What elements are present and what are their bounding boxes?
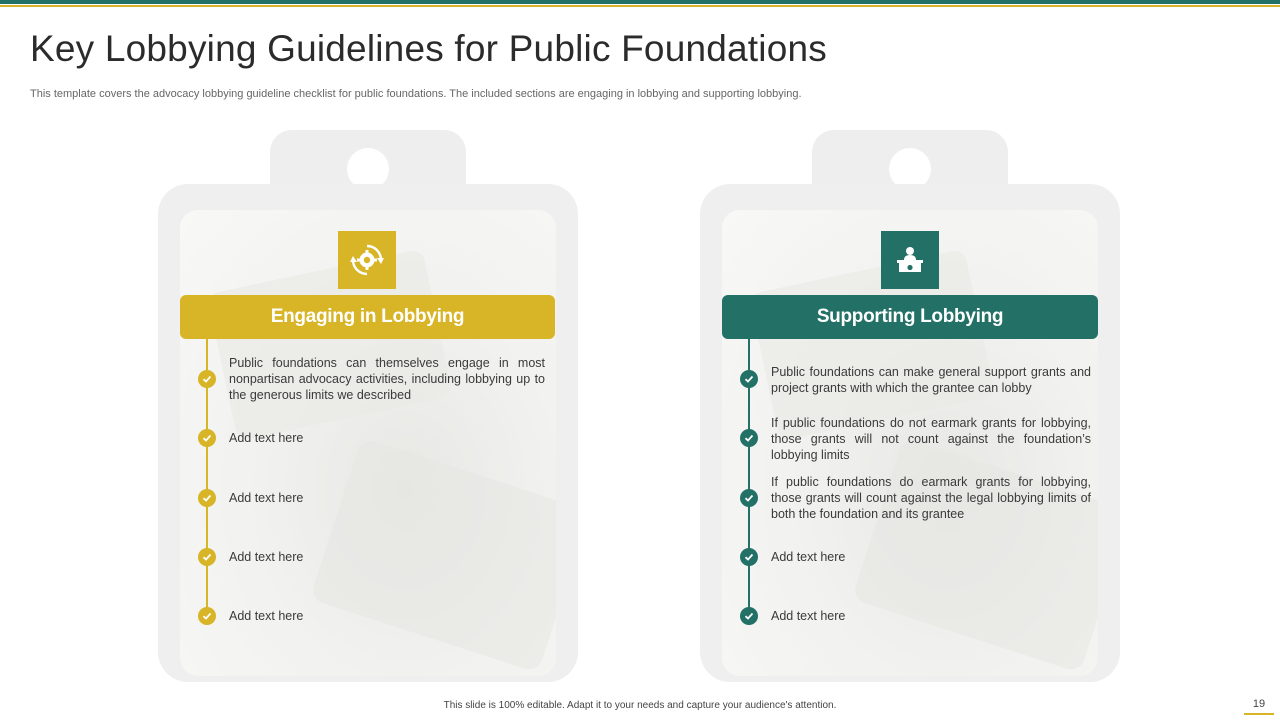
check-icon bbox=[740, 370, 758, 388]
list-item: Add text here bbox=[229, 431, 304, 445]
presenter-desk-icon bbox=[881, 231, 939, 289]
list-item: Public foundations can themselves engage in most nonpartisan advocacy activities, including lobbying up to the generous limits we described bbox=[229, 356, 545, 402]
gear-cycle-icon bbox=[338, 231, 396, 289]
page-title: Key Lobbying Guidelines for Public Foundations bbox=[30, 28, 827, 69]
engaging-lobbying-heading: Engaging in Lobbying bbox=[180, 295, 555, 339]
list-item: Add text here bbox=[229, 550, 304, 564]
slide-number-underline bbox=[1244, 713, 1274, 715]
list-item: If public foundations do not earmark grants for lobbying, those grants will not count against the foundation’s lobbying limits bbox=[771, 416, 1091, 462]
list-item: Add text here bbox=[771, 550, 846, 564]
engaging-lobbying-panel bbox=[158, 130, 578, 682]
list-item: If public foundations do earmark grants for lobbying, those grants will count against the legal lobbying limits of both the foundation and its grantee bbox=[771, 475, 1091, 521]
list-item: Public foundations can make general support grants and project grants with which the grantee can lobby bbox=[771, 365, 1091, 395]
check-icon bbox=[740, 489, 758, 507]
check-icon bbox=[198, 607, 216, 625]
list-item: Add text here bbox=[229, 609, 304, 623]
list-item: Add text here bbox=[229, 491, 304, 505]
check-icon bbox=[740, 429, 758, 447]
check-icon bbox=[198, 370, 216, 388]
page-subtitle: This template covers the advocacy lobbying guideline checklist for public foundations. The included sections are engaging in lobbying and supporting lobbying. bbox=[30, 88, 802, 100]
supporting-lobbying-panel bbox=[700, 130, 1120, 682]
check-icon bbox=[198, 548, 216, 566]
supporting-lobbying-heading: Supporting Lobbying bbox=[722, 295, 1098, 339]
check-icon bbox=[740, 548, 758, 566]
top-accent-bar bbox=[0, 0, 1280, 4]
slide-number: 19 bbox=[1252, 698, 1266, 710]
top-accent-stripe bbox=[0, 5, 1280, 7]
check-icon bbox=[740, 607, 758, 625]
footer-note: This slide is 100% editable. Adapt it to your needs and capture your audience's attention. bbox=[443, 700, 837, 711]
list-item: Add text here bbox=[771, 609, 846, 623]
check-icon bbox=[198, 489, 216, 507]
check-icon bbox=[198, 429, 216, 447]
